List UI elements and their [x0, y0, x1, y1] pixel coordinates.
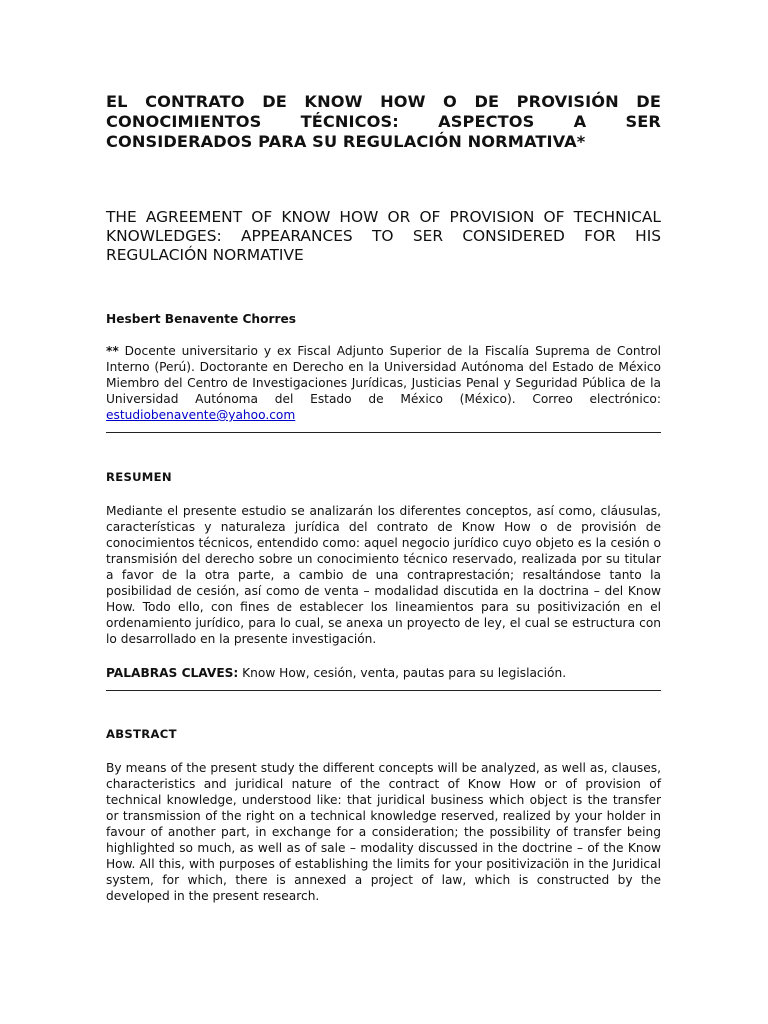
resumen-paragraph: Mediante el presente estudio se analizarán los diferentes conceptos, así como, cláusulas, características y naturaleza jurídica del contrato de Know How o de provisión de conocimientos técnicos, entendido como: aquel negocio jurídico cuyo objeto es la cesión o transmisión del derecho sobre un conocimiento técnico reservado, realizada por su titular a favor de la otra parte, a cambio de una contraprestación; resaltándose tanto la posibilidad de cesión, así como de venta – modalidad discutida en la doctrina – del Know How. Todo ello, con fines de establecer los lineamientos para su positivización en el ordenamiento jurídico, para lo cual, se anexa un proyecto de ley, el cual se estructura con lo desarrollado en la presente investigación. — [106, 504, 661, 646]
footnote-mark: ** — [106, 344, 119, 358]
author-name: Hesbert Benavente Chorres — [106, 312, 297, 326]
resumen-heading: RESUMEN — [106, 470, 172, 484]
affiliation-text: Docente universitario y ex Fiscal Adjunto Superior de la Fiscalía Suprema de Control Interno (Perú). Doctorante en Derecho en la Universidad Autónoma del Estado de México Miembro del Centro de Investigaciones Jurídicas, Justicias Penal y Seguridad Pública de la Universidad Autónoma del Estado de México (México). Correo electrónico: — [106, 344, 661, 406]
abstract-paragraph: By means of the present study the different concepts will be analyzed, as well as, clauses, characteristics and juridical nature of the contract of Know How or of provision of technical knowledge, understood like: that juridical business which object is the transfer or transmission of the right on a technical knowledge reserved, realized by your holder in favour of another part, in exchange for a consideration; the possibility of transfer being highlighted so much, as well as of sale – modality discussed in the doctrine – of the Know How. All this, with purposes of establishing the limits for your positivizaciön in the Juridical system, for which, there is annexed a project of law, which is constructed by the developed in the present research. — [106, 761, 661, 903]
author-affiliation — [106, 343, 661, 423]
abstract-heading: ABSTRACT — [106, 727, 177, 741]
keywords-text: Know How, cesión, venta, pautas para su legislación. — [238, 666, 567, 680]
title-spanish: EL CONTRATO DE KNOW HOW O DE PROVISIÓN DE CONOCIMIENTOS TÉCNICOS: ASPECTOS A SER CONSIDERADOS PARA SU REGULACIÓN NORMATIVA* — [106, 92, 661, 151]
title-english: THE AGREEMENT OF KNOW HOW OR OF PROVISION OF TECHNICAL KNOWLEDGES: APPEARANCES TO SER CONSIDERED FOR HIS REGULACIÓN NORMATIVE — [106, 208, 661, 264]
keywords-label: PALABRAS CLAVES: — [106, 666, 239, 680]
section-divider — [106, 432, 661, 433]
section-divider — [106, 690, 661, 691]
email-link[interactable]: estudiobenavente@yahoo.com — [106, 408, 296, 422]
document-page — [106, 92, 661, 904]
keywords-line — [106, 666, 661, 680]
